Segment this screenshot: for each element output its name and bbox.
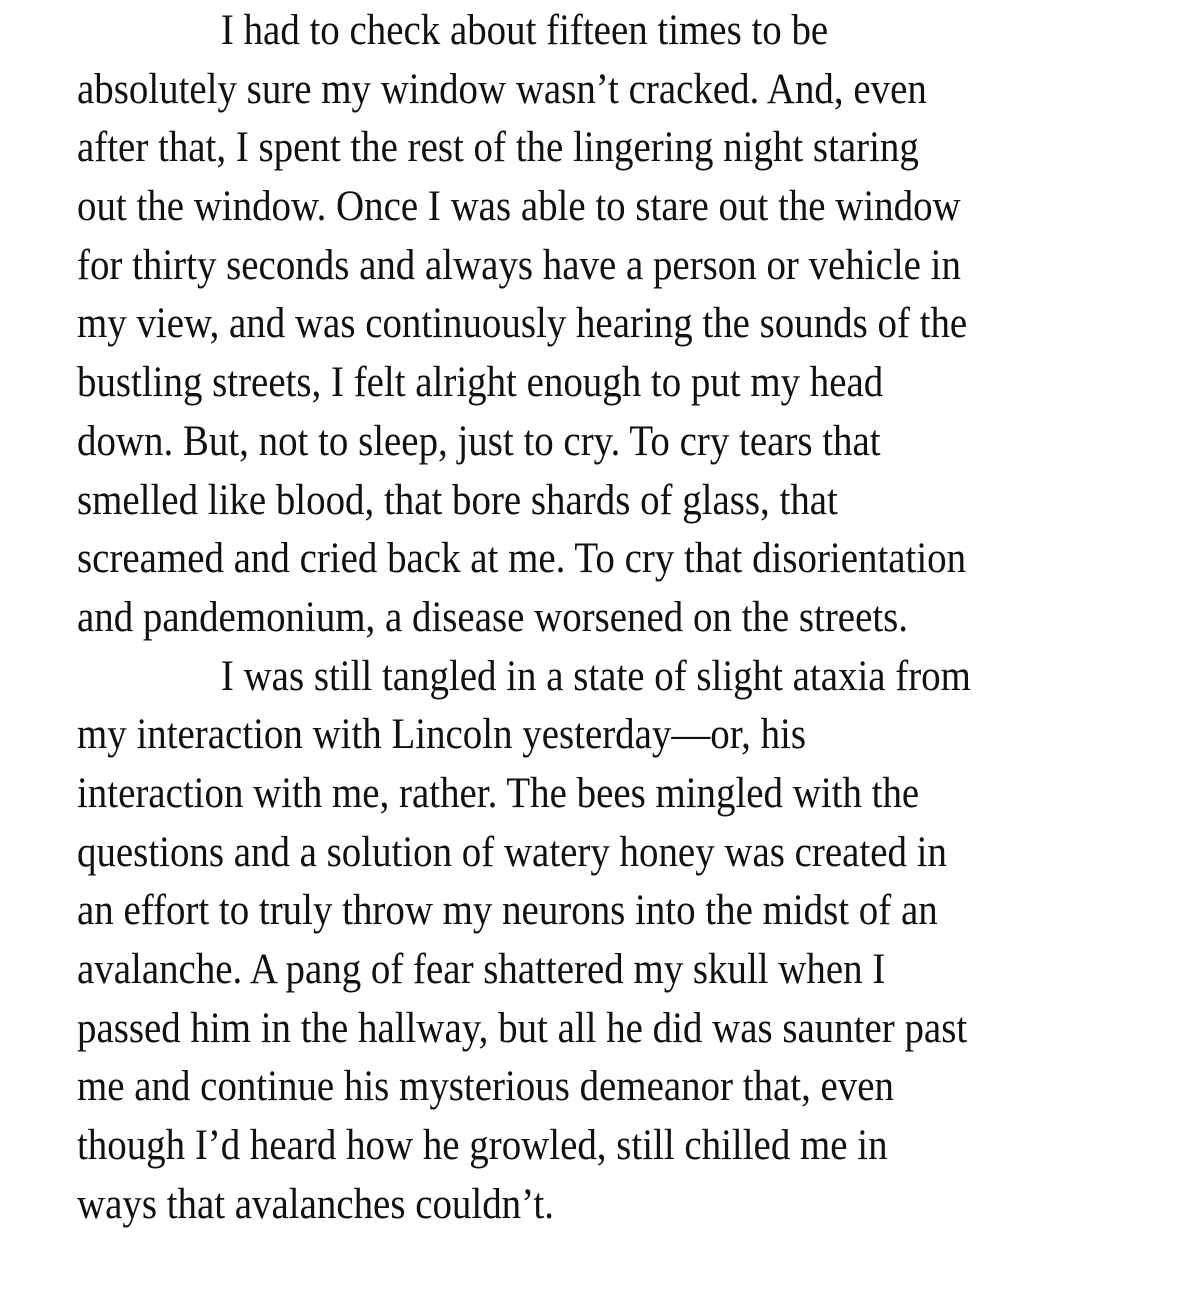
paragraph-line: an effort to truly throw my neurons into the midst of an (77, 887, 938, 935)
paragraph-line: ways that avalanches couldn’t. (77, 1180, 554, 1228)
body-text (77, 2, 1157, 1234)
paragraph-line: questions and a solution of watery honey was created in (77, 828, 947, 876)
paragraph-line: after that, I spent the rest of the lingering night staring (77, 124, 919, 172)
paragraph-line: bustling streets, I felt alright enough to put my head (77, 359, 884, 407)
paragraph-2 (77, 648, 1157, 1235)
paragraph-line: my interaction with Lincoln yesterday—or, his (77, 711, 807, 759)
paragraph-line: I was still tangled in a state of slight ataxia from (220, 652, 971, 700)
paragraph-line: my view, and was continuously hearing the sounds of the (77, 300, 968, 348)
paragraph-line: down. But, not to sleep, just to cry. To cry tears that (77, 417, 881, 465)
paragraph-line: absolutely sure my window wasn’t cracked. And, even (77, 65, 927, 113)
paragraph-line: passed him in the hallway, but all he did was saunter past (77, 1004, 968, 1052)
paragraph-line: out the window. Once I was able to stare out the window (77, 183, 961, 231)
paragraph-line: and pandemonium, a disease worsened on the streets. (77, 593, 909, 641)
paragraph-line: avalanche. A pang of fear shattered my skull when I (77, 946, 886, 993)
paragraph-1 (77, 2, 1157, 648)
paragraph-line: though I’d heard how he growled, still chilled me in (77, 1122, 888, 1170)
paragraph-line: interaction with me, rather. The bees mingled with the (77, 769, 920, 817)
paragraph-line: smelled like blood, that bore shards of glass, that (77, 476, 838, 524)
paragraph-line: I had to check about fifteen times to be (220, 7, 829, 54)
paragraph-line: me and continue his mysterious demeanor that, even (77, 1063, 894, 1111)
paragraph-line: screamed and cried back at me. To cry that disorientation (77, 535, 967, 583)
paragraph-line: for thirty seconds and always have a person or vehicle in (77, 241, 961, 289)
